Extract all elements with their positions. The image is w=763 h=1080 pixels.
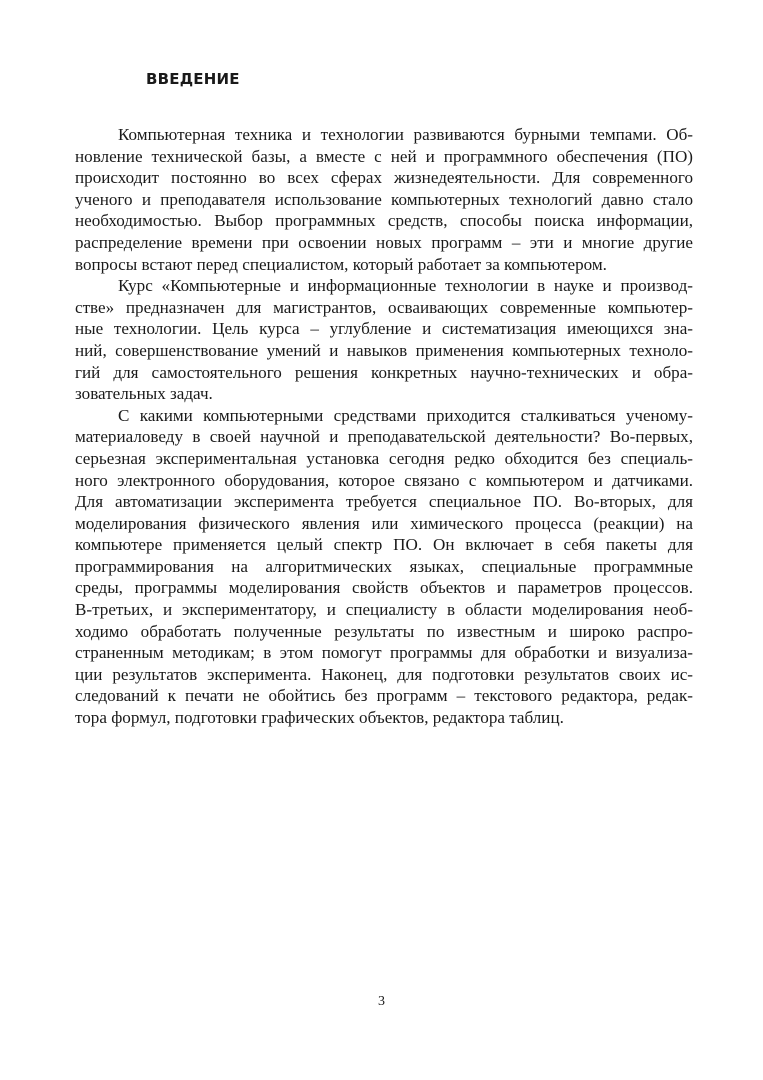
text-line: страненным методикам; в этом помогут программы для обработки и визуализа- <box>75 643 693 663</box>
text-line: вопросы встают перед специалистом, который работает за компьютером. <box>75 254 607 274</box>
text-line: С какими компьютерными средствами приходится сталкиваться ученому- <box>118 405 693 425</box>
text-line: моделирования физического явления или химического процесса (реакции) на <box>75 513 693 533</box>
text-line: программирования на алгоритмических языках, специальные программные <box>75 556 693 576</box>
text-line: ний, совершенствование умений и навыков применения компьютерных техноло- <box>75 340 693 360</box>
text-line: распределение времени при освоении новых программ – эти и многие другие <box>75 232 693 252</box>
paragraph-1 <box>75 124 693 275</box>
page-number: 3 <box>378 994 385 1009</box>
paragraph-3 <box>75 405 693 729</box>
text-line: новление технической базы, а вместе с ней и программного обеспечения (ПО) <box>75 146 693 166</box>
text-line: Компьютерная техника и технологии развиваются бурными темпами. Об- <box>118 125 693 144</box>
paragraph-2 <box>75 275 693 405</box>
text-line: среды, программы моделирования свойств объектов и параметров процессов. <box>75 578 693 598</box>
text-line: стве» предназначен для магистрантов, осваивающих современные компьютер- <box>75 297 693 317</box>
text-line: происходит постоянно во всех сферах жизнедеятельности. Для современного <box>75 168 693 188</box>
text-line: ного электронного оборудования, которое связано с компьютером и датчиками. <box>75 470 693 490</box>
text-line: ходимо обработать полученные результаты по известным и широко распро- <box>75 621 693 641</box>
text-line: ные технологии. Цель курса – углубление и систематизация имеющихся зна- <box>75 319 693 339</box>
text-line: ученого и преподавателя использование компьютерных технологий давно стало <box>75 189 693 209</box>
text-line: компьютере применяется целый спектр ПО. Он включает в себя пакеты для <box>75 535 693 555</box>
text-line: гий для самостоятельного решения конкретных научно-технических и обра- <box>75 362 693 382</box>
body-text <box>75 124 693 729</box>
text-line: материаловеду в своей научной и преподавательской деятельности? Во-первых, <box>75 427 693 447</box>
section-heading: ВВЕДЕНИЕ <box>146 70 240 88</box>
text-line: серьезная экспериментальная установка сегодня редко обходится без специаль- <box>75 448 693 468</box>
text-line: тора формул, подготовки графических объектов, редактора таблиц. <box>75 708 564 728</box>
text-line: Курс «Компьютерные и информационные технологии в науке и производ- <box>118 276 693 296</box>
text-line: Для автоматизации эксперимента требуется специальное ПО. Во-вторых, для <box>75 492 693 512</box>
text-line: зовательных задач. <box>75 384 213 404</box>
text-line: В-третьих, и экспериментатору, и специалисту в области моделирования необ- <box>75 600 693 620</box>
text-line: необходимостью. Выбор программных средств, способы поиска информации, <box>75 211 693 231</box>
text-line: ции результатов эксперимента. Наконец, для подготовки результатов своих ис- <box>75 664 693 684</box>
text-line: следований к печати не обойтись без программ – текстового редактора, редак- <box>75 686 693 706</box>
